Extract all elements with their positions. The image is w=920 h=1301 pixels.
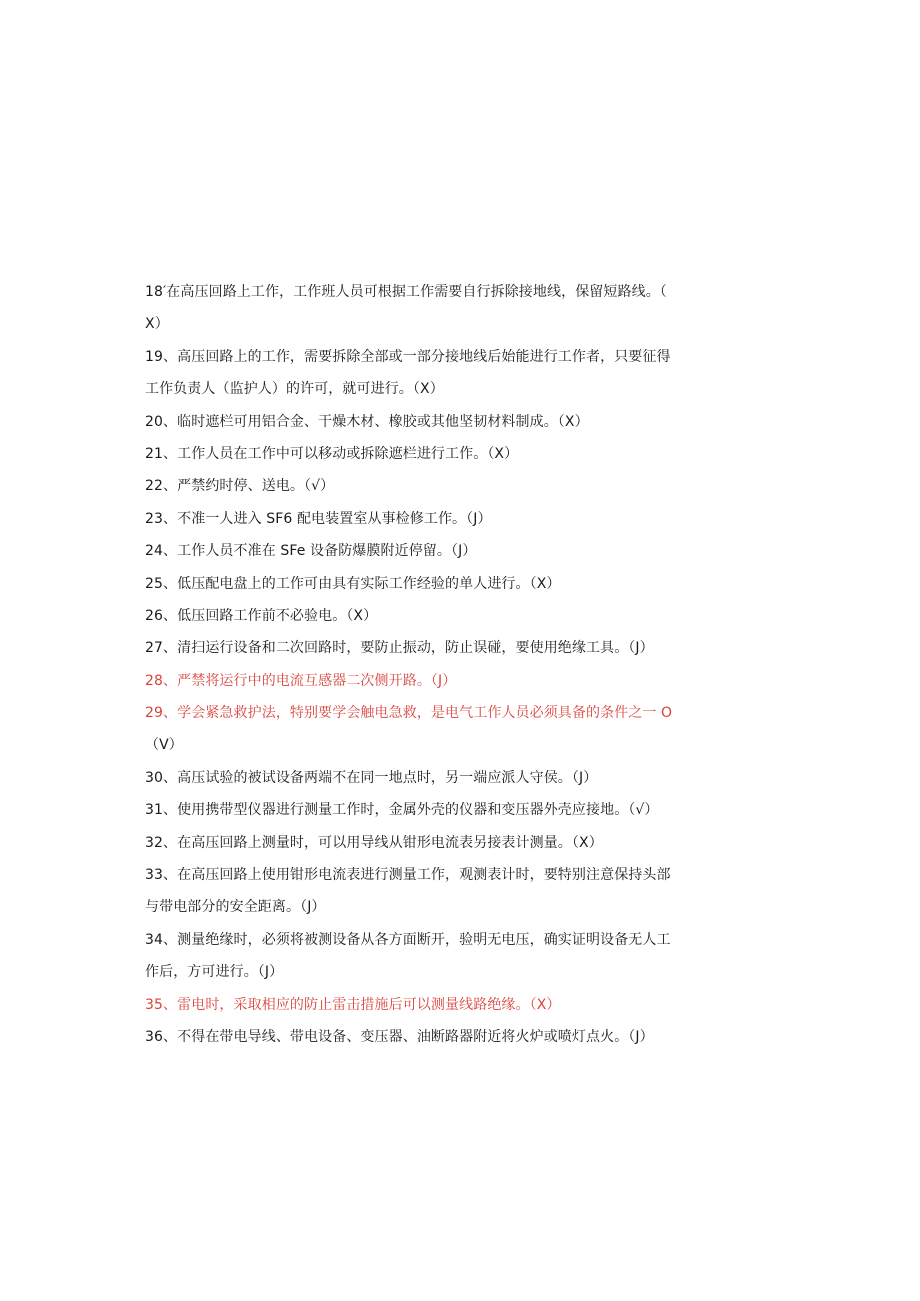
question-line: 20、临时遮栏可用铝合金、干燥木材、橡胶或其他坚韧材料制成。（X） xyxy=(145,413,589,430)
question-line: 22、严禁约时停、送电。（√） xyxy=(145,478,335,495)
question-line: 27、清扫运行设备和二次回路时，要防止振动，防止误碰，要使用绝缘工具。（J） xyxy=(145,640,654,657)
question-line: 工作负责人（监护人）的许可，就可进行。（X） xyxy=(145,381,444,398)
question-line: 36、不得在带电导线、带电设备、变压器、油断路器附近将火炉或喷灯点火。（J） xyxy=(145,1028,654,1045)
question-line: 23、不准一人进入 SF6 配电装置室从事检修工作。（J） xyxy=(145,510,492,527)
question-line: 25、低压配电盘上的工作可由具有实际工作经验的单人进行。（X） xyxy=(145,575,561,592)
question-list xyxy=(145,280,700,1057)
question-line: 32、在高压回路上测量时，可以用导线从钳形电流表另接表计测量。（X） xyxy=(145,834,603,851)
question-line: 18′在高压回路上工作，工作班人员可根据工作需要自行拆除接地线，保留短路线。（ xyxy=(145,284,667,300)
question-line: 作后，方可进行。（J） xyxy=(145,964,284,981)
question-line: （V） xyxy=(145,737,183,754)
question-line: 19、高压回路上的工作，需要拆除全部或一部分接地线后始能进行工作者，只要征得 xyxy=(145,348,671,365)
question-line: 24、工作人员不准在 SFe 设备防爆膜附近停留。（J） xyxy=(145,543,477,560)
question-line: 与带电部分的安全距离。（J） xyxy=(145,899,326,916)
question-line: X） xyxy=(145,316,169,333)
question-line: 31、使用携带型仪器进行测量工作时，金属外壳的仪器和变压器外壳应接地。（√） xyxy=(145,802,659,819)
question-line: 26、低压回路工作前不必验电。（X） xyxy=(145,607,378,624)
question-line: 35、雷电时，采取相应的防止雷击措施后可以测量线路绝缘。（X） xyxy=(145,996,561,1013)
question-line: 33、在高压回路上使用钳形电流表进行测量工作，观测表计时，要特别注意保持头部 xyxy=(145,867,671,884)
question-line: 34、测量绝缘时，必须将被测设备从各方面断开，验明无电压，确实证明设备无人工 xyxy=(145,931,671,948)
question-line: 30、高压试验的被试设备两端不在同一地点时，另一端应派人守侯。（J） xyxy=(145,769,598,786)
question-line: 28、严禁将运行中的电流互感器二次侧开路。（J） xyxy=(145,672,457,689)
question-line: 29、学会紧急救护法，特别要学会触电急救，是电气工作人员必须具备的条件之一 O xyxy=(145,705,673,722)
question-line: 21、工作人员在工作中可以移动或拆除遮栏进行工作。（X） xyxy=(145,445,519,462)
